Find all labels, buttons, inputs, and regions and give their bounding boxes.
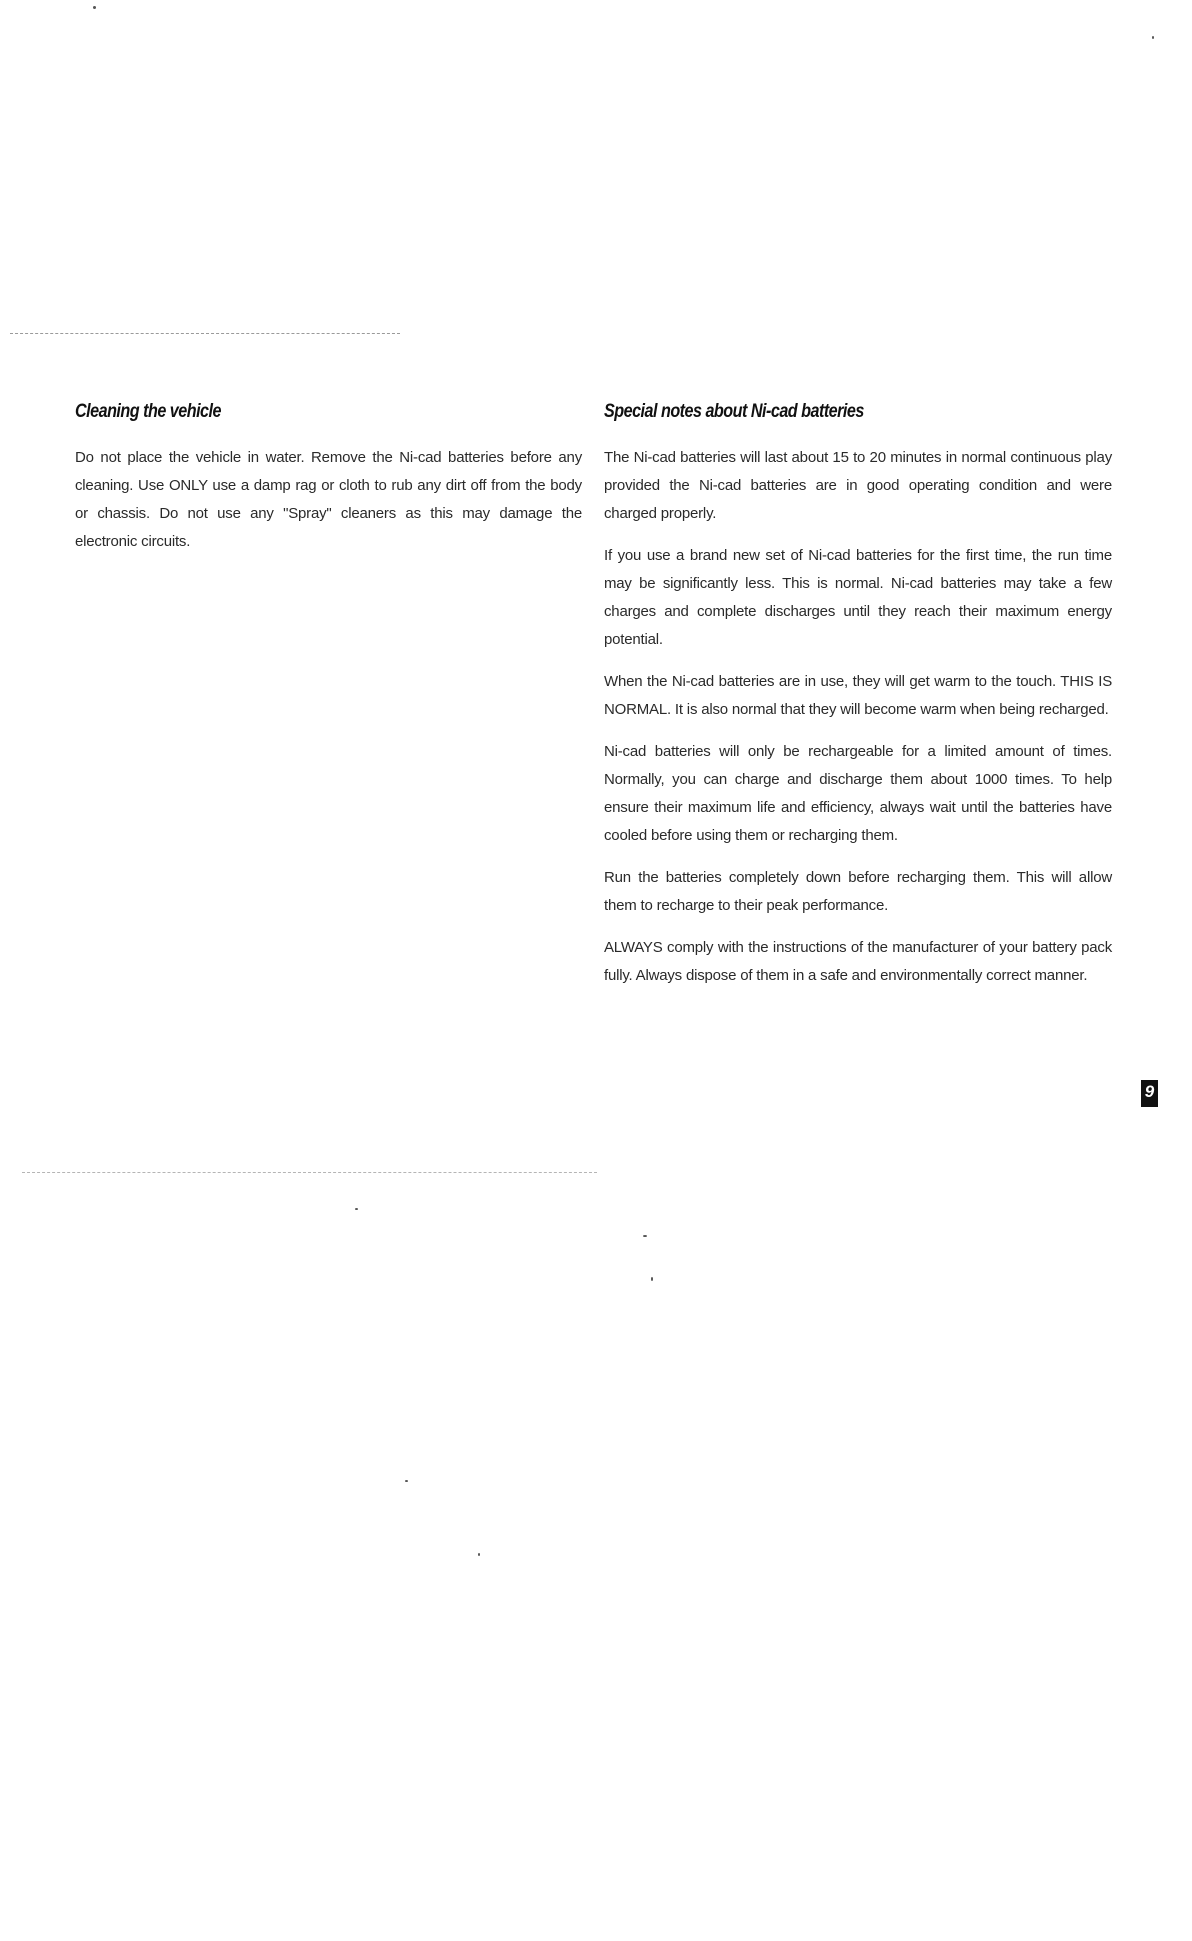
page-number: 9 [1141, 1080, 1158, 1107]
batteries-paragraph-dispose: ALWAYS comply with the instructions of the manufacturer of your battery pack fully. Always dispose of them in a safe and environmentally correct manner. [604, 939, 1112, 984]
batteries-heading: Special notes about Ni-cad batteries [604, 401, 864, 422]
scan-speck [355, 1208, 358, 1210]
batteries-paragraph-discharge: Run the batteries completely down before recharging them. This will allow them to recharge to their peak performance. [604, 869, 1112, 914]
cleaning-section [75, 400, 582, 570]
batteries-paragraph-warm: When the Ni-cad batteries are in use, they will get warm to the touch. THIS IS NORMAL. It is also normal that they will become warm when being recharged. [604, 673, 1112, 718]
top-divider [10, 333, 400, 334]
batteries-paragraph-lifetime: Ni-cad batteries will only be rechargeable for a limited amount of times. Normally, you can charge and discharge them about 1000 times. To help ensure their maximum life and efficiency, always wait until the batteries have cooled before using them or recharging them. [604, 743, 1112, 844]
batteries-paragraph-new-set: If you use a brand new set of Ni-cad batteries for the first time, the run time may be significantly less. This is normal. Ni-cad batteries may take a few charges and complete discharges until they reach their maximum energy potential. [604, 547, 1112, 648]
cleaning-heading: Cleaning the vehicle [75, 401, 221, 422]
scan-speck [651, 1277, 653, 1281]
cleaning-paragraph: Do not place the vehicle in water. Remove the Ni-cad batteries before any cleaning. Use ONLY use a damp rag or cloth to rub any dirt off from the body or chassis. Do not use any "Spray" cleaners as this may damage the electronic circuits. [75, 449, 582, 550]
scan-speck [478, 1553, 480, 1556]
batteries-paragraph-runtime: The Ni-cad batteries will last about 15 to 20 minutes in normal continuous play provided the Ni-cad batteries are in good operating condition and were charged properly. [604, 449, 1112, 522]
scan-speck [93, 6, 96, 9]
scan-speck [643, 1235, 647, 1237]
batteries-section [604, 400, 1112, 1004]
scan-speck [1152, 36, 1154, 39]
scan-speck [405, 1480, 408, 1482]
bottom-divider [22, 1172, 597, 1173]
